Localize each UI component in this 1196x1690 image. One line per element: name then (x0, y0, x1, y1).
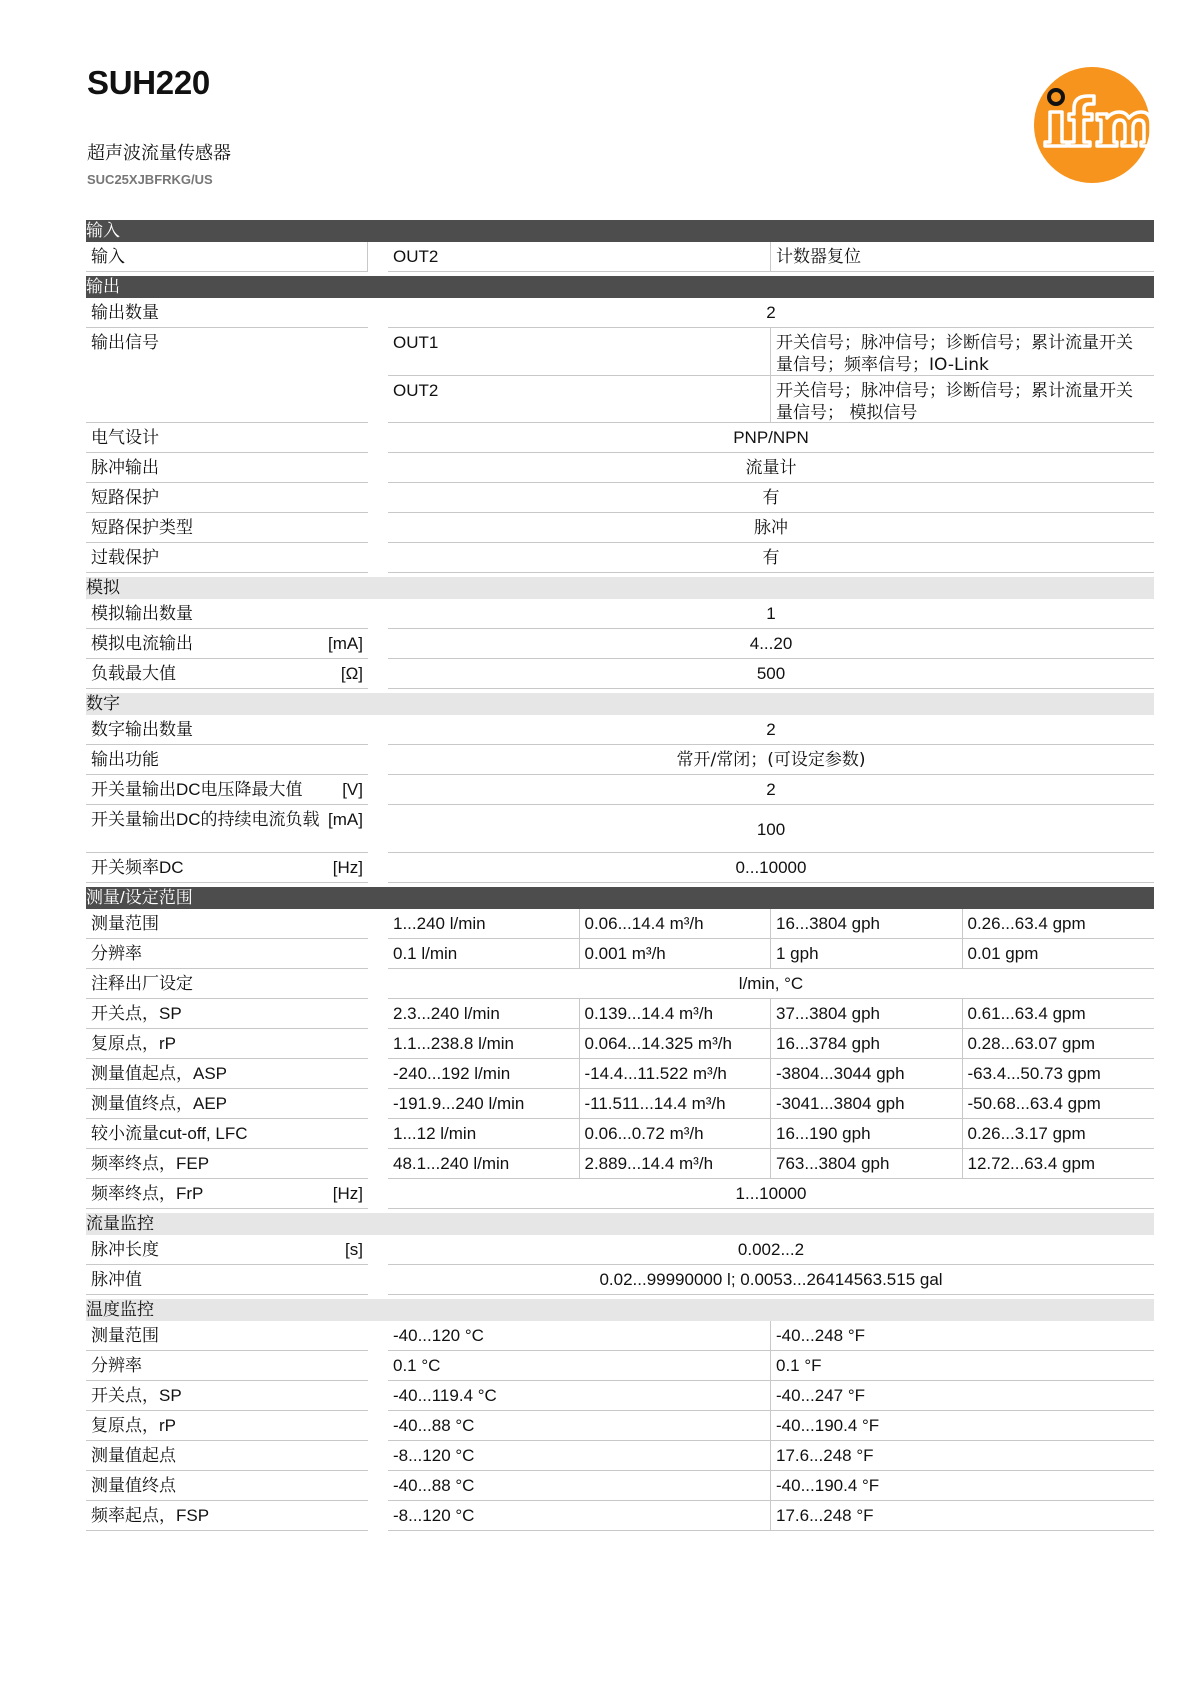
row-value: 开关信号；脉冲信号；诊断信号；累计流量开关量信号；频率信号；IO-Link (771, 328, 1154, 376)
row-value: 0.01 gpm (963, 939, 1155, 969)
section-title: 温度监控 (86, 1299, 1154, 1321)
table-row (86, 423, 1154, 453)
range-rows (86, 999, 1154, 1179)
row-value: 500 (388, 659, 1154, 689)
row-value: OUT1 (388, 328, 771, 376)
row-value: 0...10000 (388, 853, 1154, 883)
table-row (86, 629, 1154, 659)
row-value: 0.1 °F (771, 1351, 1154, 1381)
row-value: -3804...3044 gph (771, 1059, 963, 1089)
row-value: 100 (388, 805, 1154, 853)
table-row (86, 715, 1154, 745)
row-value: 37...3804 gph (771, 999, 963, 1029)
row-value: 0.1 l/min (388, 939, 580, 969)
row-label: 开关量输出DC电压降最大值 (91, 780, 303, 799)
table-row (86, 1029, 1154, 1059)
row-unit: [Hz] (332, 1184, 363, 1203)
row-unit: [Ω] (340, 664, 363, 683)
table-row (86, 1441, 1154, 1471)
table-row (86, 483, 1154, 513)
section-temperature (86, 1299, 1154, 1321)
spec-table (86, 220, 1154, 1531)
row-value: 1.1...238.8 l/min (388, 1029, 580, 1059)
row-value: 1...12 l/min (388, 1119, 580, 1149)
table-row (86, 298, 1154, 328)
row-label: 测量范围 (86, 909, 368, 939)
table-row (86, 805, 1154, 853)
row-value: -40...247 °F (771, 1381, 1154, 1411)
row-label: 复原点，rP (86, 1411, 368, 1441)
table-row (86, 1411, 1154, 1441)
row-label: 过载保护 (86, 543, 368, 573)
row-label: 注释出厂设定 (86, 969, 368, 999)
section-output (86, 276, 1154, 298)
row-value: 0.1 °C (388, 1351, 771, 1381)
table-row (86, 1149, 1154, 1179)
row-value: -8...120 °C (388, 1441, 771, 1471)
row-unit: [mA] (328, 634, 363, 653)
row-label: 测量范围 (86, 1321, 368, 1351)
row-label: 电气设计 (86, 423, 368, 453)
row-value: -14.4...11.522 m³/h (580, 1059, 772, 1089)
row-value: OUT2 (388, 242, 771, 272)
row-label: 较小流量cut-off, LFC (86, 1119, 368, 1149)
section-flow (86, 1213, 1154, 1235)
table-row (86, 1471, 1154, 1501)
row-value: 2.3...240 l/min (388, 999, 580, 1029)
row-label: 脉冲输出 (86, 453, 368, 483)
row-label: 复原点，rP (86, 1029, 368, 1059)
row-value: 0.002...2 (388, 1235, 1154, 1265)
row-label: 测量值起点，ASP (86, 1059, 368, 1089)
product-title: SUH220 (87, 64, 210, 101)
row-label: 开关量输出DC的持续电流负载 (91, 810, 320, 829)
row-value: -40...88 °C (388, 1411, 771, 1441)
table-row (86, 1321, 1154, 1351)
row-value: -11.511...14.4 m³/h (580, 1089, 772, 1119)
row-value: 48.1...240 l/min (388, 1149, 580, 1179)
table-row (86, 853, 1154, 883)
section-title: 输出 (86, 276, 1154, 298)
row-label: 数字输出数量 (86, 715, 368, 745)
table-row (86, 1381, 1154, 1411)
section-title: 输入 (86, 220, 1154, 242)
row-label: 开关点，SP (86, 1381, 368, 1411)
row-value: PNP/NPN (388, 423, 1154, 453)
table-row (86, 775, 1154, 805)
section-digital (86, 693, 1154, 715)
row-value: 0.61...63.4 gpm (963, 999, 1155, 1029)
table-row (86, 969, 1154, 999)
section-title: 模拟 (86, 577, 1154, 599)
table-row (86, 599, 1154, 629)
row-label: 负载最大值 (91, 664, 176, 683)
row-value: 2 (388, 298, 1154, 328)
section-title: 流量监控 (86, 1213, 1154, 1235)
row-unit: [Hz] (332, 858, 363, 877)
table-row (86, 1501, 1154, 1531)
row-value: 2.889...14.4 m³/h (580, 1149, 772, 1179)
row-value: 1...10000 (388, 1179, 1154, 1209)
row-label: 测量值终点，AEP (86, 1089, 368, 1119)
table-row (86, 1235, 1154, 1265)
row-value: 0.064...14.325 m³/h (580, 1029, 772, 1059)
row-label: 模拟输出数量 (86, 599, 368, 629)
row-value: 0.139...14.4 m³/h (580, 999, 772, 1029)
table-row (86, 543, 1154, 573)
row-value: 有 (388, 543, 1154, 573)
row-value: OUT2 (388, 376, 771, 423)
table-row (86, 1265, 1154, 1295)
table-row (86, 745, 1154, 775)
row-label: 分辨率 (86, 1351, 368, 1381)
table-row (86, 453, 1154, 483)
row-unit: [V] (342, 780, 363, 799)
row-value: 流量计 (388, 453, 1154, 483)
row-value: -40...190.4 °F (771, 1471, 1154, 1501)
row-value: 12.72...63.4 gpm (963, 1149, 1155, 1179)
row-label: 频率终点，FrP (91, 1184, 204, 1203)
row-value: 计数器复位 (771, 242, 1154, 272)
row-label: 测量值起点 (86, 1441, 368, 1471)
row-label: 频率起点，FSP (86, 1501, 368, 1531)
row-value: 17.6...248 °F (771, 1441, 1154, 1471)
row-label: 开关点，SP (86, 999, 368, 1029)
row-value: 2 (388, 775, 1154, 805)
row-value: 0.26...3.17 gpm (963, 1119, 1155, 1149)
row-value: 0.02...99990000 l; 0.0053...26414563.515 gal (388, 1265, 1154, 1295)
row-value: 16...3784 gph (771, 1029, 963, 1059)
table-row (86, 1179, 1154, 1209)
row-value: 0.001 m³/h (580, 939, 772, 969)
row-value: -191.9...240 l/min (388, 1089, 580, 1119)
row-value: 1 gph (771, 939, 963, 969)
row-value: 0.06...0.72 m³/h (580, 1119, 772, 1149)
row-label: 短路保护类型 (86, 513, 368, 543)
table-row (86, 1119, 1154, 1149)
row-label: 输出数量 (86, 298, 368, 328)
section-input (86, 220, 1154, 242)
row-value: -40...190.4 °F (771, 1411, 1154, 1441)
ifm-logo (1033, 66, 1151, 184)
row-value: 2 (388, 715, 1154, 745)
product-subtitle: 超声波流量传感器 (87, 143, 231, 164)
row-label: 分辨率 (86, 939, 368, 969)
table-row (86, 1059, 1154, 1089)
row-value: -3041...3804 gph (771, 1089, 963, 1119)
row-label: 输出信号 (86, 328, 368, 423)
row-value: -63.4...50.73 gpm (963, 1059, 1155, 1089)
row-value: 4...20 (388, 629, 1154, 659)
row-value: -40...88 °C (388, 1471, 771, 1501)
row-label: 频率终点，FEP (86, 1149, 368, 1179)
row-value: -50.68...63.4 gpm (963, 1089, 1155, 1119)
table-row (86, 1089, 1154, 1119)
table-row (86, 328, 1154, 376)
row-value: -8...120 °C (388, 1501, 771, 1531)
row-value: 17.6...248 °F (771, 1501, 1154, 1531)
table-row (86, 1351, 1154, 1381)
row-value: 763...3804 gph (771, 1149, 963, 1179)
table-row (86, 909, 1154, 939)
row-label: 短路保护 (86, 483, 368, 513)
row-value: -40...120 °C (388, 1321, 771, 1351)
section-range (86, 887, 1154, 909)
row-value: 有 (388, 483, 1154, 513)
row-label: 模拟电流输出 (91, 634, 193, 653)
row-label: 输入 (86, 242, 368, 272)
row-value: 0.28...63.07 gpm (963, 1029, 1155, 1059)
row-label: 输出功能 (86, 745, 368, 775)
row-label: 开关频率DC (91, 858, 184, 877)
row-value: -40...248 °F (771, 1321, 1154, 1351)
row-unit: [mA] (328, 810, 363, 829)
row-value: 1...240 l/min (388, 909, 580, 939)
row-label: 脉冲长度 (91, 1240, 159, 1259)
row-value: 0.26...63.4 gpm (963, 909, 1155, 939)
row-value: 0.06...14.4 m³/h (580, 909, 772, 939)
table-row (86, 513, 1154, 543)
section-analog (86, 577, 1154, 599)
table-row (86, 999, 1154, 1029)
row-value: l/min, °C (388, 969, 1154, 999)
row-label: 测量值终点 (86, 1471, 368, 1501)
temperature-rows (86, 1321, 1154, 1531)
row-value: 16...190 gph (771, 1119, 963, 1149)
product-code: SUC25XJBFRKG/US (87, 172, 213, 187)
row-label: 脉冲值 (86, 1265, 368, 1295)
table-row (86, 939, 1154, 969)
range-rows (86, 909, 1154, 969)
row-value: 开关信号；脉冲信号；诊断信号；累计流量开关量信号； 模拟信号 (771, 376, 1154, 423)
section-title: 测量/设定范围 (86, 887, 1154, 909)
row-unit: [s] (345, 1240, 363, 1259)
row-value: -240...192 l/min (388, 1059, 580, 1089)
row-value: 脉冲 (388, 513, 1154, 543)
section-title: 数字 (86, 693, 1154, 715)
table-row (86, 659, 1154, 689)
row-value: 常开/常闭；(可设定参数) (388, 745, 1154, 775)
row-value: 1 (388, 599, 1154, 629)
table-row (86, 242, 1154, 272)
row-value: -40...119.4 °C (388, 1381, 771, 1411)
row-value: 16...3804 gph (771, 909, 963, 939)
